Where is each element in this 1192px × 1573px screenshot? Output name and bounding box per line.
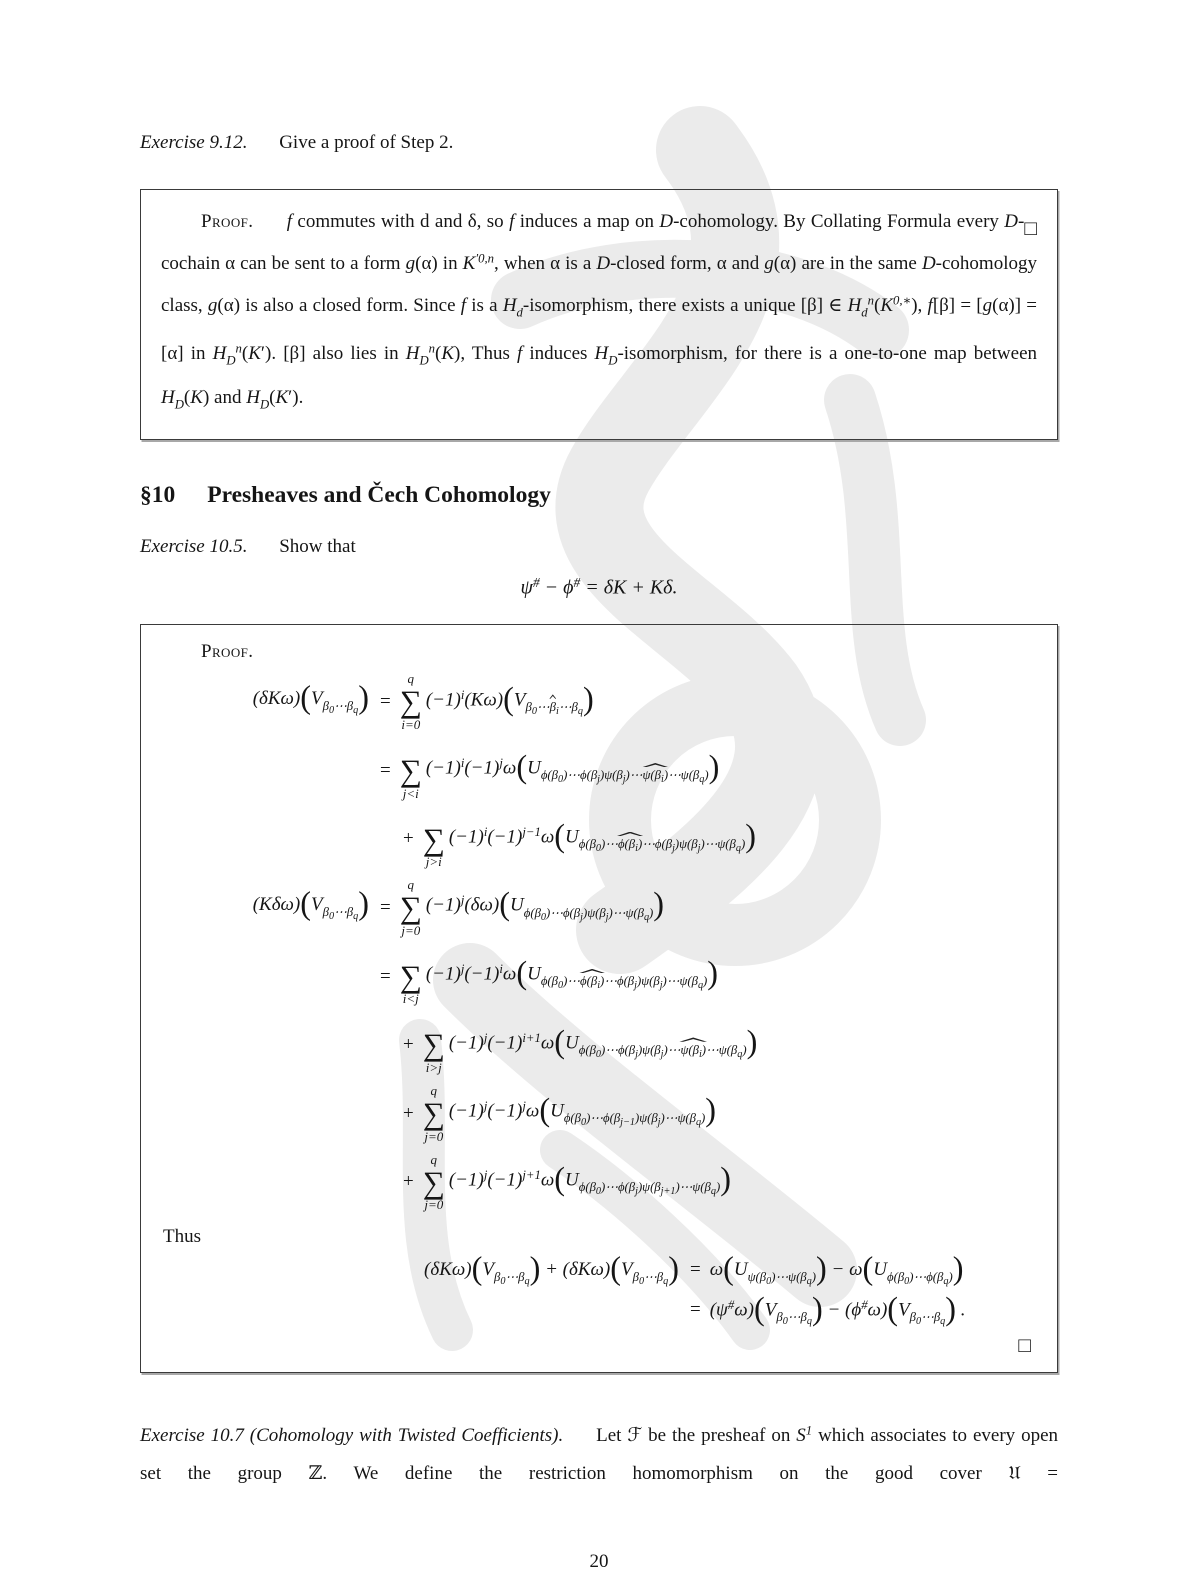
relation-sign: = [380, 965, 391, 987]
relation-sign: = [690, 1259, 701, 1281]
relation-sign: + [403, 828, 414, 850]
summation-symbol [400, 672, 422, 732]
section-10-heading [140, 482, 1058, 509]
sum-upper-limit: q [407, 877, 415, 893]
proof-1-paragraph [161, 204, 1037, 423]
summation-symbol [423, 1084, 445, 1144]
section-10-title: Presheaves and Čech Cohomology [207, 481, 551, 508]
qed-symbol-1: □ [1024, 216, 1037, 240]
sum-lower-limit: i>j [425, 1060, 442, 1076]
page-number: 20 [589, 1550, 609, 1572]
equation-row [193, 672, 1035, 732]
summation-symbol [400, 741, 422, 801]
exercise-10-7-paragraph [140, 1411, 1058, 1492]
sum-lower-limit: j=0 [424, 1128, 444, 1144]
sigma-icon: ∑ [399, 753, 422, 789]
equation-lhs: $(\delta K\omega)(V_{\beta_0\cdots\beta_q})$ [252, 679, 369, 717]
summation-symbol [423, 1015, 445, 1075]
exercise-10-7-text: Let ℱ be the presheaf on $S^1$ which associates to every open set the group ℤ. We define the restriction homomorphism on the good cover 𝔘 = [140, 1423, 1058, 1484]
qed-symbol-2: □ [1018, 1333, 1031, 1358]
exercise-10-5-label: Exercise 10.5. [140, 535, 248, 557]
relation-sign: = [690, 1299, 701, 1321]
sigma-icon: ∑ [399, 958, 422, 994]
equation-row [193, 947, 1035, 1007]
sigma-icon: ∑ [399, 684, 422, 720]
equation-body: $(-1)^i(-1)^{j-1}\omega(U_{\phi(\beta_0)\cdots\phi(\beta_i)\cdots\phi(\beta_j)\psi(\beta_j)\cdots\psi(\beta_q)})$ [448, 817, 756, 854]
exercise-10-5-text: Show that [279, 535, 356, 557]
exercise-9-12-line [140, 0, 1058, 154]
equation-lhs: $(K\delta\omega)(V_{\beta_0\cdots\beta_q})$ [252, 885, 369, 922]
thus-equation-block [163, 1250, 1035, 1328]
sigma-icon: ∑ [422, 821, 445, 857]
sum-lower-limit: j>i [425, 854, 442, 870]
equation-body: $(-1)^j(-1)^i\omega(U_{\phi(\beta_0)\cdots\phi(\beta_i)\cdots\phi(\beta_j)\psi(\beta_j)\cdots\psi(\beta_q)})$ [425, 954, 719, 992]
relation-sign: = [380, 759, 391, 781]
proof-2-heading-line [163, 641, 1035, 663]
thus-equation-row [163, 1290, 1035, 1328]
sigma-icon: ∑ [422, 1164, 445, 1200]
equation-body: $(\psi^{\#}\omega)(V_{\beta_0\cdots\beta_q}) - (\phi^{\#}\omega)(V_{\beta_0\cdots\beta_q})$ . [709, 1290, 966, 1328]
equation-body: $(-1)^i(K\omega)(V_{\beta_0\cdots\beta_i\cdots\beta_q})$ [425, 680, 594, 717]
thus-label: Thus [163, 1226, 201, 1248]
display-equation-10-5: ψ# − ϕ# = δK + Kδ. [520, 574, 678, 599]
relation-sign: = [380, 897, 391, 919]
equation-block [193, 672, 1035, 1212]
sum-lower-limit: i=0 [401, 717, 421, 733]
sum-lower-limit: j=0 [424, 1197, 444, 1213]
relation-sign: + [403, 1102, 414, 1124]
proof-1-heading: Proof. [201, 211, 254, 232]
summation-symbol [400, 947, 422, 1007]
relation-sign: + [403, 1034, 414, 1056]
relation-sign: + [403, 1171, 414, 1193]
sum-upper-limit: q [407, 671, 415, 687]
sigma-icon: ∑ [399, 890, 422, 926]
summation-symbol [400, 878, 422, 938]
equation-body: $(-1)^i(-1)^j\omega(U_{\phi(\beta_0)\cdots\phi(\beta_j)\psi(\beta_j)\cdots\psi(\beta_i)\cdots\psi(\beta_q)})$ [425, 748, 720, 786]
summation-symbol [423, 1153, 445, 1213]
proof-2-heading: Proof. [201, 641, 254, 663]
exercise-9-12-text: Give a proof of Step 2. [279, 132, 454, 153]
proof-1-body: f commutes with d and δ, so f induces a map on D-cohomology. By Collating Formula every D-cochain α can be sent to a form g(α) in $K^{'0,n}$, when α is a D-closed form, α and g(α) are in the same D-cohomology class, g(α) is also a closed form. Since f is a $H_d$-isomorphism, there exists a unique [β] ∈ $H_d^n(K^{0,∗})$, f[β] = [g(α)] = [α] in $H_D^n(K')$. [β] also lies in $H_D^n(K)$, Thus f induces $H_D$-isomorphism, for there is a one-to-one map between $H_D(K)$ and $H_D(K')$. [161, 211, 1038, 412]
equation-body: $(-1)^j(-1)^{j+1}\omega(U_{\phi(\beta_0)\cdots\phi(\beta_j)\psi(\beta_{j+1})\cdots\psi(\beta_q)})$ [448, 1160, 731, 1198]
thus-equation-row [163, 1250, 1035, 1288]
proof-box-1 [140, 189, 1058, 440]
exercise-10-7-label: Exercise 10.7 (Cohomology with Twisted Coefficients). [140, 1424, 564, 1446]
equation-body: $\omega(U_{\psi(\beta_0)\cdots\psi(\beta_q)}) - \omega(U_{\phi(\beta_0)\cdots\phi(\beta_q)})$ [709, 1250, 964, 1288]
proof-box-2 [140, 624, 1058, 1373]
equation-body: $(-1)^j(-1)^j\omega(U_{\phi(\beta_0)\cdots\phi(\beta_{j-1})\psi(\beta_j)\cdots\psi(\beta_q)})$ [448, 1091, 717, 1129]
summation-symbol [423, 810, 445, 870]
sigma-icon: ∑ [422, 1027, 445, 1063]
sum-upper-limit: q [430, 1083, 438, 1099]
sigma-icon: ∑ [422, 1096, 445, 1132]
equation-row [193, 1084, 1035, 1144]
equation-row [193, 741, 1035, 801]
sum-lower-limit: j=0 [401, 922, 421, 938]
sum-upper-limit: q [430, 1151, 438, 1167]
section-10-number: §10 [140, 481, 176, 508]
exercise-9-12-label: Exercise 9.12. [140, 132, 248, 153]
equation-body: $(-1)^j(-1)^{i+1}\omega(U_{\phi(\beta_0)\cdots\phi(\beta_j)\psi(\beta_j)\cdots\psi(\beta_i)\cdots\psi(\beta_q)})$ [448, 1023, 758, 1060]
equation-body: $(-1)^j(\delta\omega)(U_{\phi(\beta_0)\cdots\phi(\beta_j)\psi(\beta_j)\cdots\psi(\beta_q)})$ [425, 886, 665, 923]
equation-row [193, 810, 1035, 870]
equation-lhs: $(\delta K\omega)(V_{\beta_0\cdots\beta_q}) + (\delta K\omega)(V_{\beta_0\cdots\beta_q})$ [424, 1250, 679, 1288]
qed-line [163, 1335, 1031, 1358]
sum-lower-limit: j<i [402, 785, 419, 801]
equation-row [193, 878, 1035, 938]
equation-row [193, 1015, 1035, 1075]
page-content [140, 0, 1058, 1573]
equation-row [193, 1153, 1035, 1213]
exercise-10-5-line [140, 536, 1058, 558]
sum-lower-limit: i<j [402, 991, 419, 1007]
relation-sign: = [380, 691, 391, 713]
